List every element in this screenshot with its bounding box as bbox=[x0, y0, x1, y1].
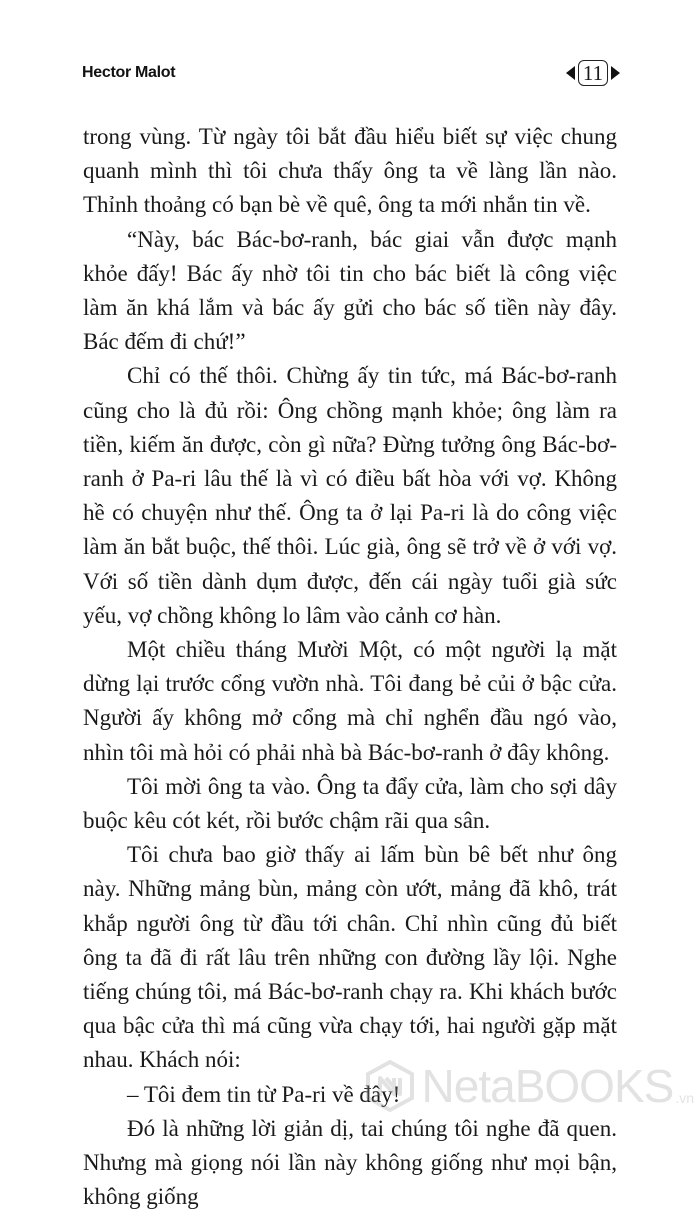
paragraph: – Tôi đem tin từ Pa-ri về đây! bbox=[127, 1081, 401, 1107]
page-number: 11 bbox=[578, 60, 608, 86]
paragraph: “Này, bác Bác-bơ-ranh, bác giai vẫn được mạnh khỏe đấy! Bác ấy nhờ tôi tin cho bác biết là công việc làm ăn khá lắm và bác ấy gửi cho bác số tiền này đây. Bác đếm đi chứ!” bbox=[83, 226, 617, 355]
paragraph: Một chiều tháng Mười Một, có một người lạ mặt dừng lại trước cổng vườn nhà. Tôi đang bẻ củi ở bậc cửa. Người ấy không mở cổng mà chỉ nghển đầu ngó vào, nhìn tôi mà hỏi có phải nhà bà Bác-bơ-ranh ở đây không. bbox=[83, 637, 617, 765]
running-head-author: Hector Malot bbox=[82, 64, 176, 81]
paragraph: Chỉ có thế thôi. Chừng ấy tin tức, má Bác-bơ-ranh cũng cho là đủ rồi: Ông chồng mạnh khỏe; ông làm ra tiền, kiếm ăn được, còn gì nữa? Đừng tưởng ông Bác-bơ-ranh ở Pa-ri lâu thế là vì có điều bất hòa với vợ. Không hề có chuyện như thế. Ông ta ở lại Pa-ri là do công việc làm ăn bắt buộc, thế thôi. Lúc già, ông sẽ trở về ở với vợ. Với số tiền dành dụm được, đến cái ngày tuổi già sức yếu, vợ chồng không lo lâm vào cảnh cơ hàn. bbox=[83, 363, 617, 628]
watermark-brand: NetaBOOKS bbox=[421, 1060, 674, 1112]
page-body bbox=[83, 120, 617, 1215]
paragraph: Tôi chưa bao giờ thấy ai lấm bùn bê bết như ông này. Những mảng bùn, mảng còn ướt, mảng đã khô, trát khắp người ông từ đầu tới chân. Chỉ nhìn cũng đủ biết ông ta đã đi rất lâu trên những con đường lầy lội. Nghe tiếng chúng tôi, má Bác-bơ-ranh chạy ra. Khi khách bước qua bậc cửa thì má cũng vừa chạy tới, hai người gặp mặt nhau. Khách nói: bbox=[83, 842, 617, 1073]
paragraph: Đó là những lời giản dị, tai chúng tôi nghe đã quen. Nhưng mà giọng nói lần này không giống như mọi bận, không giống bbox=[83, 1115, 617, 1210]
triangle-left-icon bbox=[566, 66, 575, 80]
watermark-suffix: .vn bbox=[675, 1090, 694, 1106]
paragraph: Tôi mời ông ta vào. Ông ta đẩy cửa, làm cho sợi dây buộc kêu cót két, rồi bước chậm rãi qua sân. bbox=[83, 773, 617, 834]
page-header bbox=[82, 58, 618, 90]
neta-logo-icon bbox=[364, 1060, 416, 1112]
triangle-right-icon bbox=[611, 66, 620, 80]
paragraph: trong vùng. Từ ngày tôi bắt đầu hiểu biết sự việc chung quanh mình thì tôi chưa thấy ông ta về làng lần nào. Thỉnh thoảng có bạn bè về quê, ông ta mới nhắn tin về. bbox=[83, 124, 617, 218]
page-number-block bbox=[566, 60, 620, 86]
watermark bbox=[364, 1060, 694, 1112]
